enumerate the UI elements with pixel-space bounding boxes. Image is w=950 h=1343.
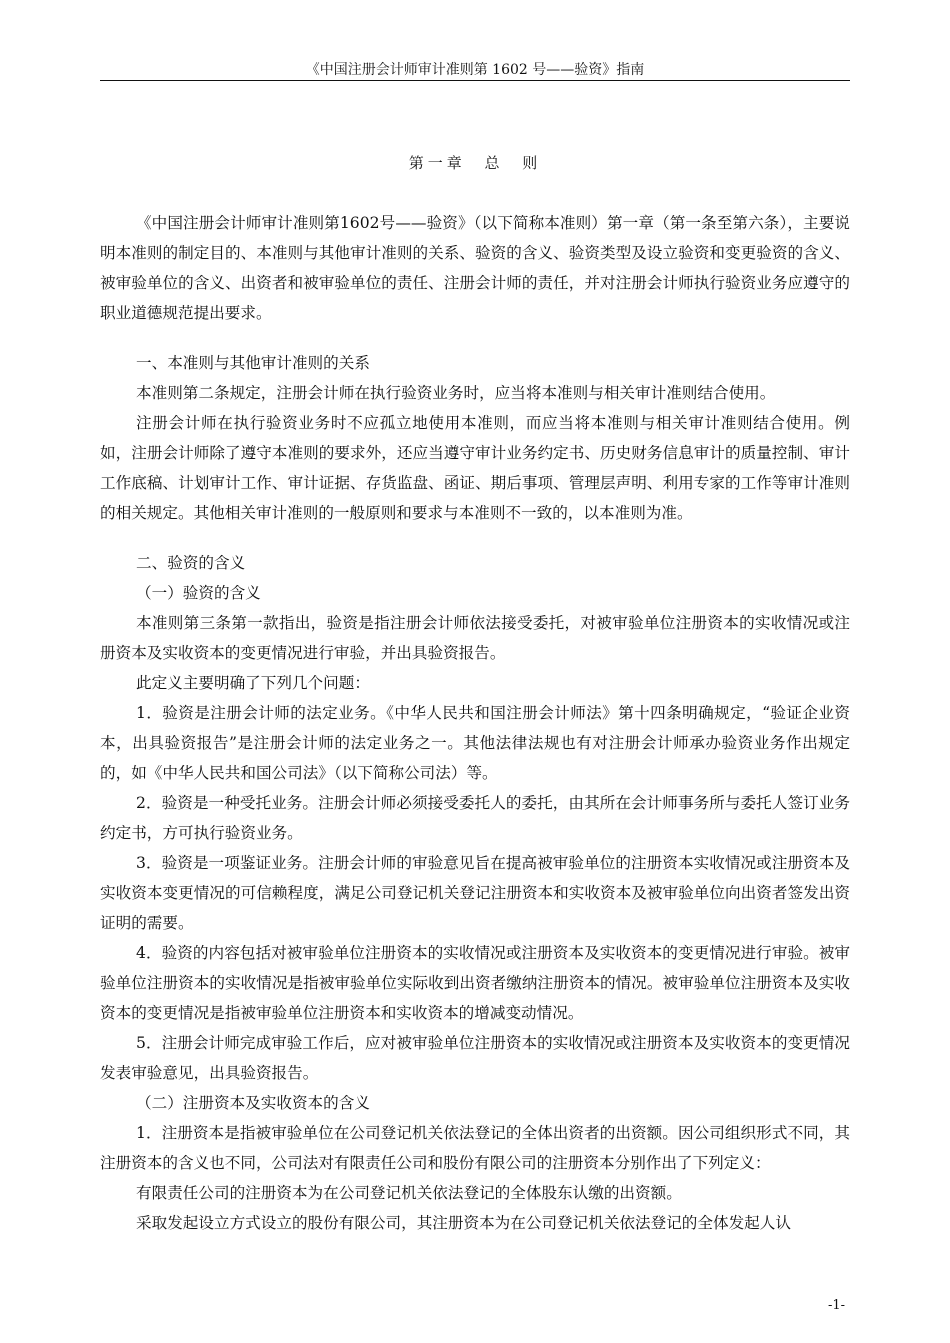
section-heading: 一、本准则与其他审计准则的关系 bbox=[136, 354, 370, 372]
list-item: 5．注册会计师完成审验工作后，应对被审验单位注册资本的实收情况或注册资本及实收资本的变更情况发表审验意见，出具验资报告。 bbox=[100, 1034, 850, 1082]
document-body bbox=[100, 208, 850, 1238]
body-paragraph: 本准则第三条第一款指出，验资是指注册会计师依法接受委托，对被审验单位注册资本的实收情况或注册资本及实收资本的变更情况进行审验，并出具验资报告。 bbox=[100, 614, 850, 662]
list-item: 3．验资是一项鉴证业务。注册会计师的审验意见旨在提高被审验单位的注册资本实收情况或注册资本及实收资本变更情况的可信赖程度，满足公司登记机关登记注册资本和实收资本及被审验单位向出资者签发出资证明的需要。 bbox=[100, 854, 850, 932]
subsection-heading: （一）验资的含义 bbox=[136, 584, 261, 602]
list-item: 1．注册资本是指被审验单位在公司登记机关依法登记的全体出资者的出资额。因公司组织形式不同，其注册资本的含义也不同，公司法对有限责任公司和股份有限公司的注册资本分别作出了下列定义： bbox=[100, 1124, 850, 1172]
intro-paragraph: 《中国注册会计师审计准则第1602号——验资》（以下简称本准则）第一章（第一条至第六条），主要说明本准则的制定目的、本准则与其他审计准则的关系、验资的含义、验资类型及设立验资和变更验资的含义、被审验单位的含义、出资者和被审验单位的责任、注册会计师的责任，并对注册会计师执行验资业务应遵守的职业道德规范提出要求。 bbox=[100, 214, 850, 322]
body-paragraph: 有限责任公司的注册资本为在公司登记机关依法登记的全体股东认缴的出资额。 bbox=[136, 1184, 682, 1202]
body-paragraph: 注册会计师在执行验资业务时不应孤立地使用本准则，而应当将本准则与相关审计准则结合使用。例如，注册会计师除了遵守本准则的要求外，还应当遵守审计业务约定书、历史财务信息审计的质量控制、审计工作底稿、计划审计工作、审计证据、存货监盘、函证、期后事项、管理层声明、利用专家的工作等审计准则的相关规定。其他相关审计准则的一般原则和要求与本准则不一致的，以本准则为准。 bbox=[100, 414, 850, 522]
header-rule bbox=[100, 80, 850, 81]
section-heading: 二、验资的含义 bbox=[136, 554, 246, 572]
page-number: -1- bbox=[828, 1298, 846, 1313]
running-header: 《中国注册会计师审计准则第 1602 号——验资》指南 bbox=[305, 62, 645, 78]
body-paragraph: 本准则第二条规定，注册会计师在执行验资业务时，应当将本准则与相关审计准则结合使用。 bbox=[136, 384, 776, 402]
list-item: 2．验资是一种受托业务。注册会计师必须接受委托人的委托，由其所在会计师事务所与委托人签订业务约定书，方可执行验资业务。 bbox=[100, 794, 850, 842]
body-paragraph: 此定义主要明确了下列几个问题： bbox=[136, 674, 370, 692]
list-item: 4．验资的内容包括对被审验单位注册资本的实收情况或注册资本及实收资本的变更情况进行审验。被审验单位注册资本的实收情况是指被审验单位实际收到出资者缴纳注册资本的情况。被审验单位注册资本及实收资本的变更情况是指被审验单位注册资本和实收资本的增减变动情况。 bbox=[100, 944, 850, 1022]
chapter-title: 第一章 总 则 bbox=[408, 154, 542, 172]
body-paragraph: 采取发起设立方式设立的股份有限公司，其注册资本为在公司登记机关依法登记的全体发起人认 bbox=[136, 1214, 791, 1232]
list-item: 1．验资是注册会计师的法定业务。《中华人民共和国注册会计师法》第十四条明确规定，“验证企业资本，出具验资报告”是注册会计师的法定业务之一。其他法律法规也有对注册会计师承办验资业务作出规定的，如《中华人民共和国公司法》（以下简称公司法）等。 bbox=[100, 704, 850, 782]
subsection-heading: （二）注册资本及实收资本的含义 bbox=[136, 1094, 370, 1112]
